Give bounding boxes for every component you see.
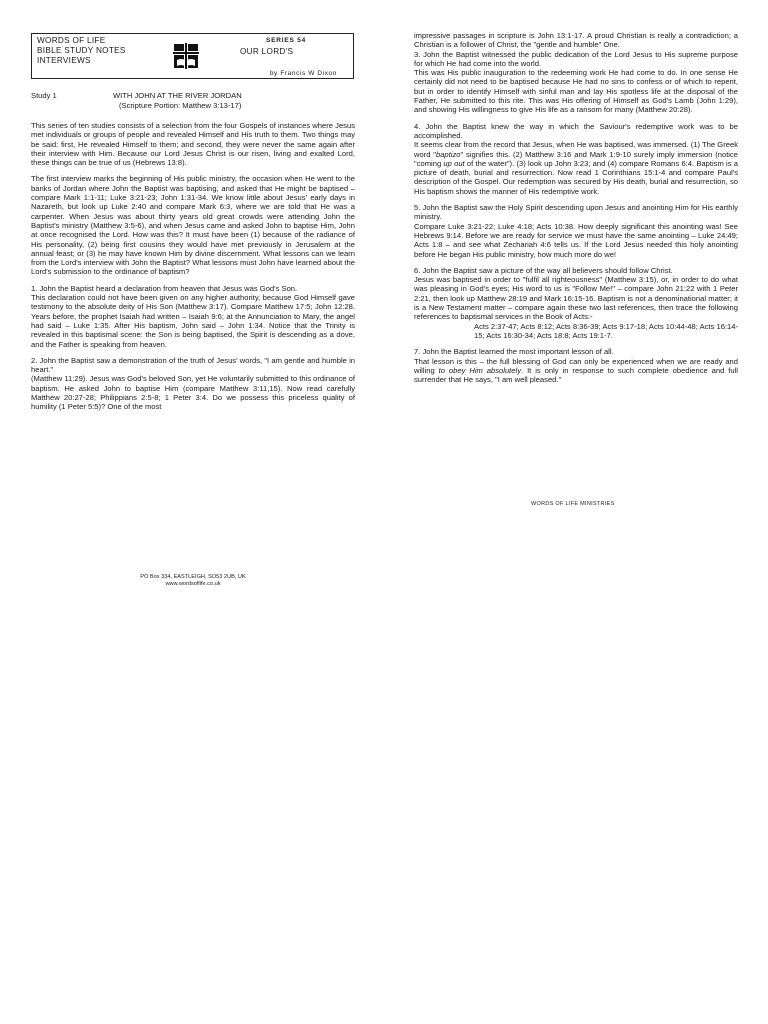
point-3-body: This was His public inauguration to the redeeming work He had come to do. In one sense He certainly did not need to be baptised because He had no sins to confess or of which to repent, but in order to identify Himself with sinful man and lay His spotless life at the disposal of the Father, He submitted to this rite. This was His offering of Himself as God's Lamb (John 1:29), and showing His willingness to give His life as a ransom for many (Matthew 20:28). [414,68,738,115]
point-5-heading: 5. John the Baptist saw the Holy Spirit descending upon Jesus and anointing Him for His earthly ministry. [414,203,738,222]
point-5-body: Compare Luke 3:21-22; Luke 4:18; Acts 10:38. How deeply significant this anointing was! See Hebrews 9:14. Before we are ready for service we must have the same anointing – Luke 24:49; Acts 1:8 – and see what Zechariah 4:6 tells us. If the Lord Jesus needed this holy anointing before He began His public ministry, how much more do we! [414,221,738,259]
point-6-body: Jesus was baptised in order to "fulfil all righteousness" (Matthew 3:15), or, in order to do what was pleasing in God's eyes; His word to us is "Follow Me!" – compare John 21:22 with 1 Peter 2:21, then look up Matthew 28:19 and Mark 16:15-16. Baptism is not a denominational matter; it is a New Testament matter – compare again these two last references, then trace the following references to baptismal services in the Book of Acts:- [414,275,738,322]
point-2-heading: 2. John the Baptist saw a demonstration of the truth of Jesus' words, "I am gentle and humble in heart." [31,355,355,375]
point-5 [414,203,738,259]
point-4 [414,122,738,196]
point-7 [414,347,738,384]
intro-paragraph-1: This series of ten studies consists of a selection from the four Gospels of instances where Jesus met individuals or groups of people and revealed Himself and His truth to them. Two things may be said: first, He revealed Himself to them; and second, they were never the same again after their interview with Him. Because our Lord Jesus Christ is our risen, living and exalted Lord, these things can be true of us (Hebrews 13:8). [31,121,355,168]
point-2-continued [414,31,738,115]
point-7-body-a: That lesson is this – the full blessing of God can only be experienced when we are ready and willing [414,356,738,375]
series-label: SERIES 54 [266,37,307,44]
point-4-body-a: It seems clear from the record that Jesus, when He was baptised, was immersed. (1) The Greek word " [414,140,738,159]
footer-address [31,574,355,588]
header-box [31,33,354,79]
cross-bible-logo-icon [171,40,201,72]
study-title: WITH JOHN AT THE RIVER JORDAN [113,91,242,100]
study-label: Study 1 [31,91,57,100]
study-scripture: (Scripture Portion: Matthew 3:13-17) [119,101,242,110]
point-2-continued-text: impressive passages in scripture is John 13:1-17. A proud Christian is really a contradiction; a Christian is a follower of Christ, the "gentle and humble" One. [414,31,738,50]
point-2 [31,356,355,412]
point-4-baptizo: baptizo [435,149,461,159]
point-7-heading: 7. John the Baptist learned the most important lesson of all. [414,347,614,357]
author: by Francis W Dixon [269,70,337,77]
postal-address: PO Box 334, EASTLEIGH, SO53 2UB, UK [140,574,246,580]
point-6-heading: 6. John the Baptist saw a picture of the way all believers should follow Christ. [414,265,673,275]
header-title-line2: BIBLE STUDY NOTES [37,46,126,55]
point-1-heading: 1. John the Baptist heard a declaration from heaven that Jesus was God's Son. [31,283,298,293]
point-4-up-out: up out [443,158,465,168]
point-1-body: This declaration could not have been given on any higher authority, because God Himself gave testimony to the absolute deity of His Son (Matthew 3:17). Compare Matthew 17:5; John 12:28. Years before, the prophet Isaiah had written – Isaiah 9:6; at the Annunciation to Mary, the angel had said – Luke 1:35. After His baptism, John said – John 1:34. Notice that the Trinity is revealed in this baptismal scene: the Son is being baptised, the Spirit is descending as a dove, and the Father is speaking from heaven. [31,293,355,349]
header-title-line1: WORDS OF LIFE [37,36,106,45]
point-4-body-b: " signifies this. (2) Matthew 3:16 and Mark 1:9-10 surely imply immersion (notice "coming [414,149,739,168]
point-2-body: (Matthew 11:29). Jesus was God's beloved Son, yet He voluntarily submitted to this ordinance of baptism. He asked John to baptise Him (compare Matthew 3:11,15). Now read carefully Matthew 20:27-28; Philippians 2:5-8; 1 Peter 3:4. Do we possess this priceless quality of humility (1 Peter 5:5)? One of the most [31,374,355,412]
header-title-line3: INTERVIEWS [37,56,91,65]
left-column [31,121,355,419]
point-7-body-b: . It is only in response to such complete obedience and full surrender that He says, "I am well pleased." [414,365,738,385]
series-subject: OUR LORD'S [240,47,294,56]
ministry-name: WORDS OF LIFE MINISTRIES [531,501,615,507]
point-1 [31,284,355,349]
point-3-heading: 3. John the Baptist witnessed the public dedication of the Lord Jesus to His supreme purpose for which He had come into the world. [414,49,738,68]
acts-references: Acts 2:37-47; Acts 8:12; Acts 8:36-39; Acts 9:17-18; Acts 10:44-48; Acts 16:14-15; Acts 16:30-34; Acts 18:8; Acts 19:1-7. [474,321,738,340]
point-7-emphasis: to obey Him absolutely [438,365,521,375]
right-column [414,31,738,391]
point-6 [414,266,738,340]
website-link[interactable]: www.wordsoflife.co.uk [165,581,221,587]
point-4-heading: 4. John the Baptist knew the way in which the Saviour's redemptive work was to be accomplished. [414,121,738,140]
point-4-body-c: of the water"). (3) look up John 3:23; and (4) compare Romans 6:4. Baptism is a picture of death, burial and resurrection. Now read 1 Corinthians 15:1-4 and compare Paul's description of the Gospel. Our redemption was secured by His death, burial and resurrection, so His baptism shows the manner of His redemptive work. [414,158,738,196]
intro-paragraph-2: The first interview marks the beginning of His public ministry, the occasion when He went to the banks of Jordan where John the Baptist was baptising, and asked that He might be baptised – compare Mark 1:1-11; Luke 3:21-23; John 1:31-34. We know little about Jesus' early days in Nazareth, but look up Luke 2:40 and compare Mark 6:3, where we are told that He was a carpenter. When Jesus was about thirty years old great crowds were attending John the Baptist's ministry (Matthew 3:5-6), and when Jesus came and asked John to baptise Him, John at once recognised the Lord. How was this? It must have been (1) because of the radiance of His personality, (2) being first cousins they would have met previously in Jerusalem at the annual feast; or (3) he may have known Him by divine discernment. What lessons can we learn from the Lord's interview with John the Baptist? What lessons must John have learned about the Lord's submission to the ordinance of baptism? [31,174,355,277]
